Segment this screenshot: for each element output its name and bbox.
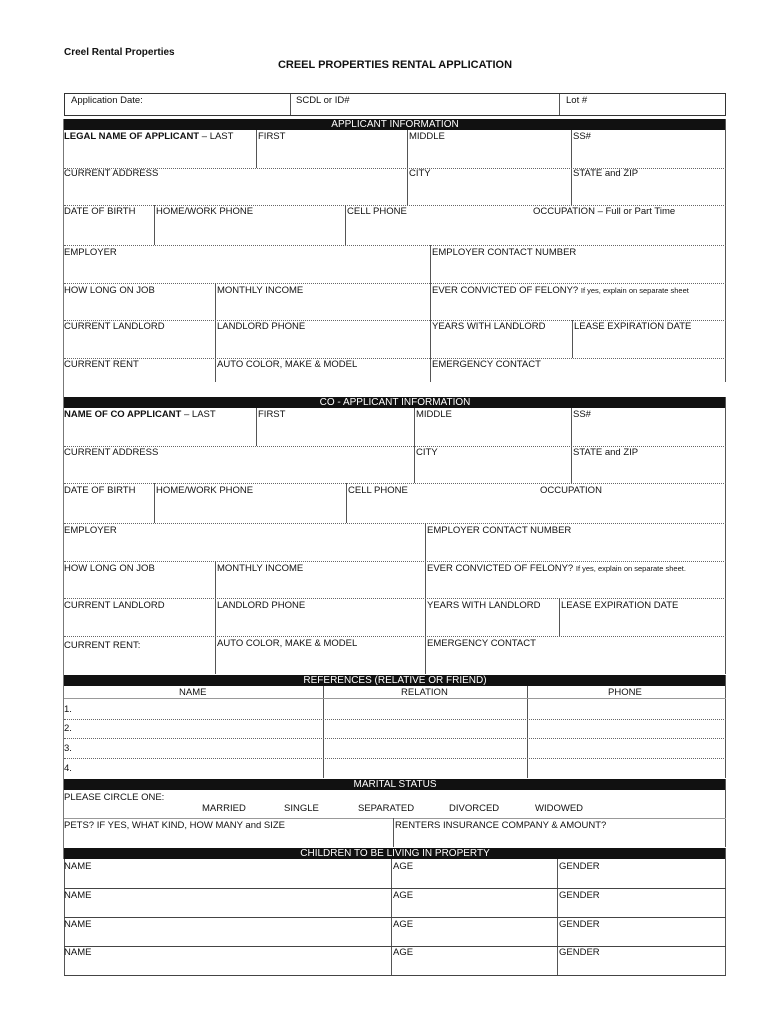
dob-label: DATE OF BIRTH [64, 206, 136, 217]
lease-exp-label: LEASE EXPIRATION DATE [574, 321, 692, 332]
years-landlord-label: YEARS WITH LANDLORD [432, 321, 546, 332]
marital-option-separated[interactable]: SEPARATED [358, 803, 415, 814]
references-section-header: REFERENCES (RELATIVE OR FRIEND) [64, 675, 726, 686]
employer-contact-label: EMPLOYER CONTACT NUMBER [432, 247, 577, 258]
co-state-zip-label: STATE and ZIP [573, 447, 639, 458]
child-1-name-label: NAME [64, 861, 92, 872]
children-section-header: CHILDREN TO BE LIVING IN PROPERTY [64, 848, 726, 859]
marital-section-header: MARITAL STATUS [64, 779, 726, 790]
landlord-label: CURRENT LANDLORD [64, 321, 165, 332]
child-2-age-label: AGE [393, 890, 414, 901]
child-2-name-label: NAME [64, 890, 92, 901]
co-employer-contact-label: EMPLOYER CONTACT NUMBER [427, 525, 572, 536]
marital-instruction: PLEASE CIRCLE ONE: [64, 792, 165, 803]
co-rent-label: CURRENT RENT: [64, 640, 141, 651]
child-2-gender-label: GENDER [559, 890, 600, 901]
co-dob-label: DATE OF BIRTH [64, 485, 136, 496]
first-name-label: FIRST [258, 131, 286, 142]
co-city-label: CITY [416, 447, 438, 458]
pets-label: PETS? IF YES, WHAT KIND, HOW MANY and SIZE [64, 820, 286, 831]
rent-label: CURRENT RENT [64, 359, 139, 370]
felony-label: EVER CONVICTED OF FELONY? If yes, explain on separate sheet [432, 285, 689, 296]
child-3-age-label: AGE [393, 919, 414, 930]
marital-option-divorced[interactable]: DIVORCED [449, 803, 500, 814]
state-zip-label: STATE and ZIP [573, 168, 639, 179]
child-1-age-label: AGE [393, 861, 414, 872]
home-phone-label: HOME/WORK PHONE [156, 206, 254, 217]
co-ss-label: SS# [573, 409, 591, 420]
city-label: CITY [409, 168, 431, 179]
cell-phone-label: CELL PHONE [347, 206, 407, 217]
co-first-label: FIRST [258, 409, 286, 420]
co-emergency-label: EMERGENCY CONTACT [427, 638, 536, 649]
auto-label: AUTO COLOR, MAKE & MODEL [217, 359, 358, 370]
lot-label: Lot # [566, 95, 588, 106]
child-4-gender-label: GENDER [559, 947, 600, 958]
legal-name-label: LEGAL NAME OF APPLICANT – LAST [64, 131, 234, 142]
child-1-gender-label: GENDER [559, 861, 600, 872]
marital-option-single[interactable]: SINGLE [284, 803, 319, 814]
middle-name-label: MIDDLE [409, 131, 445, 142]
application-date-label: Application Date: [71, 95, 143, 106]
insurance-label: RENTERS INSURANCE COMPANY & AMOUNT? [395, 820, 607, 831]
child-3-gender-label: GENDER [559, 919, 600, 930]
ss-label: SS# [573, 131, 591, 142]
ref-row-1[interactable]: 1. [64, 704, 72, 715]
how-long-label: HOW LONG ON JOB [64, 285, 155, 296]
applicant-section-header: APPLICANT INFORMATION [64, 119, 726, 130]
employer-label: EMPLOYER [64, 247, 117, 258]
current-address-label: CURRENT ADDRESS [64, 168, 159, 179]
co-address-label: CURRENT ADDRESS [64, 447, 159, 458]
co-how-long-label: HOW LONG ON JOB [64, 563, 155, 574]
co-landlord-label: CURRENT LANDLORD [64, 600, 165, 611]
landlord-phone-label: LANDLORD PHONE [217, 321, 306, 332]
form-title: CREEL PROPERTIES RENTAL APPLICATION [277, 59, 513, 71]
child-3-name-label: NAME [64, 919, 92, 930]
ref-relation-header: RELATION [401, 687, 448, 698]
co-felony-label: EVER CONVICTED OF FELONY? If yes, explain on separate sheet. [427, 563, 686, 574]
scdl-label: SCDL or ID# [296, 95, 350, 106]
occupation-label: OCCUPATION – Full or Part Time [533, 206, 676, 217]
co-years-landlord-label: YEARS WITH LANDLORD [427, 600, 541, 611]
company-name: Creel Rental Properties [64, 47, 175, 58]
co-occupation-label: OCCUPATION [540, 485, 602, 496]
child-4-age-label: AGE [393, 947, 414, 958]
co-applicant-section-header: CO - APPLICANT INFORMATION [64, 397, 726, 408]
emergency-label: EMERGENCY CONTACT [432, 359, 541, 370]
ref-row-4[interactable]: 4. [64, 763, 72, 774]
co-monthly-income-label: MONTHLY INCOME [217, 563, 304, 574]
ref-row-2[interactable]: 2. [64, 723, 72, 734]
co-auto-label: AUTO COLOR, MAKE & MODEL [217, 638, 358, 649]
co-employer-label: EMPLOYER [64, 525, 117, 536]
child-4-name-label: NAME [64, 947, 92, 958]
co-lease-exp-label: LEASE EXPIRATION DATE [561, 600, 679, 611]
ref-phone-header: PHONE [608, 687, 642, 698]
ref-row-3[interactable]: 3. [64, 743, 72, 754]
marital-option-widowed[interactable]: WIDOWED [535, 803, 584, 814]
marital-option-married[interactable]: MARRIED [202, 803, 246, 814]
co-cell-phone-label: CELL PHONE [348, 485, 408, 496]
co-landlord-phone-label: LANDLORD PHONE [217, 600, 306, 611]
monthly-income-label: MONTHLY INCOME [217, 285, 304, 296]
co-name-label: NAME OF CO APPLICANT – LAST [64, 409, 216, 420]
co-middle-label: MIDDLE [416, 409, 452, 420]
co-home-phone-label: HOME/WORK PHONE [156, 485, 254, 496]
ref-name-header: NAME [179, 687, 207, 698]
